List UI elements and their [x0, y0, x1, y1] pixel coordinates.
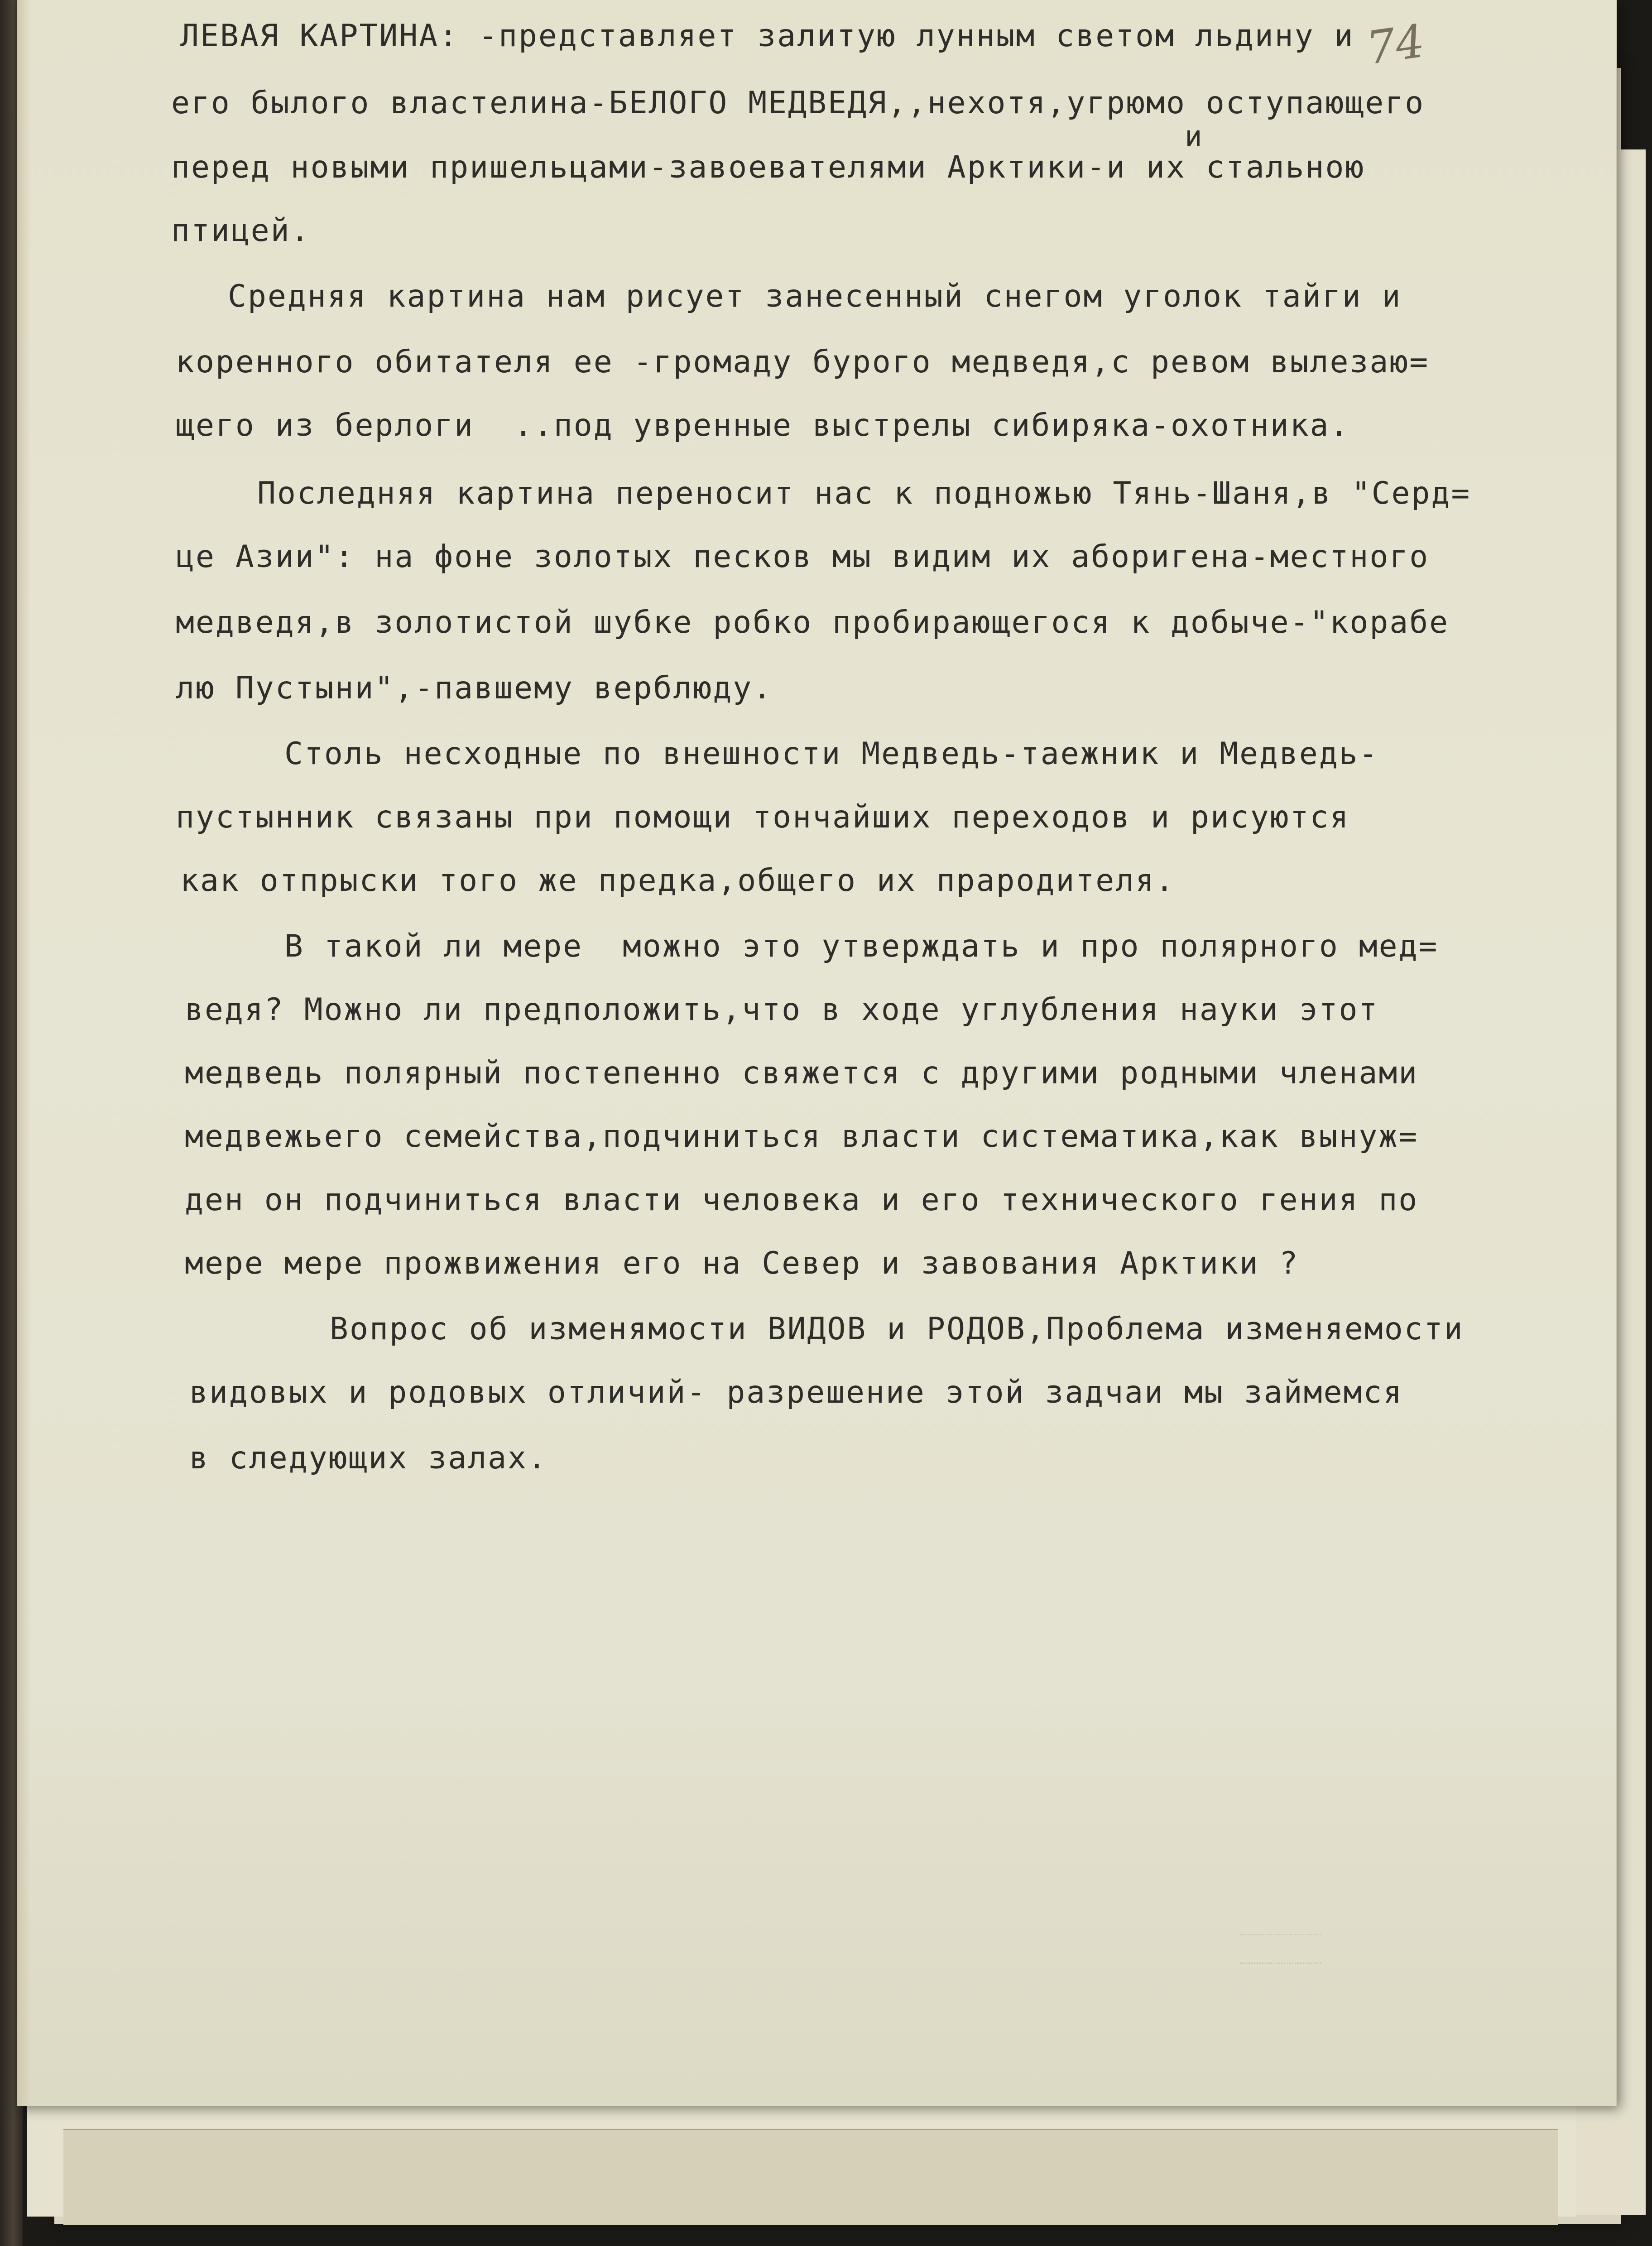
text-line: медвежьего семейства,подчиниться власти систематика,как вынуж=: [185, 1119, 1419, 1154]
text-line: ЛЕВАЯ КАРТИНА: -представляет залитую лунным светом льдину и: [180, 18, 1354, 54]
text-line: его былого властелина-БЕЛОГО МЕДВЕДЯ,,нехотя,угрюмо оступающего: [171, 85, 1425, 121]
back-sheet-bottom-edge-lower: [63, 2129, 1558, 2225]
text-line: це Азии": на фоне золотых песков мы видим их аборигена-местного: [176, 539, 1430, 575]
typewritten-page: [17, 0, 1617, 2106]
text-line: медведь полярный постепенно свяжется с другими родными членами: [185, 1055, 1419, 1091]
text-line: Столь несходные по внешности Медведь-таежник и Медведь-: [284, 736, 1379, 772]
text-line: ведя? Можно ли предположить,что в ходе углубления науки этот: [185, 992, 1379, 1028]
text-line: пустынник связаны при помощи тончайших переходов и рисуются: [176, 799, 1350, 835]
text-line: Последняя картина переносит нас к подножью Тянь-Шаня,в "Серд=: [257, 476, 1471, 511]
text-line: В такой ли мере можно это утверждать и про полярного мед=: [284, 928, 1439, 964]
text-line: медведя,в золотистой шубке робко пробирающегося к добыче-"корабе: [176, 605, 1450, 640]
text-line: видовых и родовых отличий- разрешение этой задчаи мы займемся: [189, 1375, 1403, 1410]
text-line: ден он подчиниться власти человека и его технического гения по: [185, 1182, 1419, 1218]
text-line: коренного обитателя ее -громаду бурого медведя,с ревом вылезаю=: [176, 344, 1430, 380]
text-line: перед новыми пришельцами-завоевателями Арктики-и их стальною: [171, 149, 1365, 185]
text-line: Средняя картина нам рисует занесенный снегом уголок тайги и: [228, 279, 1402, 314]
text-line: как отпрыски того же предка,общего их прародителя.: [180, 863, 1175, 899]
handwritten-insertion: и: [1185, 120, 1202, 154]
faint-pencil-mark: [1240, 1934, 1321, 1964]
handwritten-page-number: 74: [1363, 14, 1428, 75]
text-line: мере мере прожвижения его на Север и завования Арктики ?: [185, 1246, 1299, 1281]
text-line: Вопрос об изменямости ВИДОВ и РОДОВ,Проблема изменяемости: [330, 1311, 1464, 1347]
text-line: птицей.: [171, 213, 311, 249]
text-line: щего из берлоги ..под увренные выстрелы сибиряка-охотника.: [176, 408, 1350, 443]
text-line: в следующих залах.: [189, 1440, 547, 1476]
text-line: лю Пустыни",-павшему верблюду.: [176, 670, 773, 706]
